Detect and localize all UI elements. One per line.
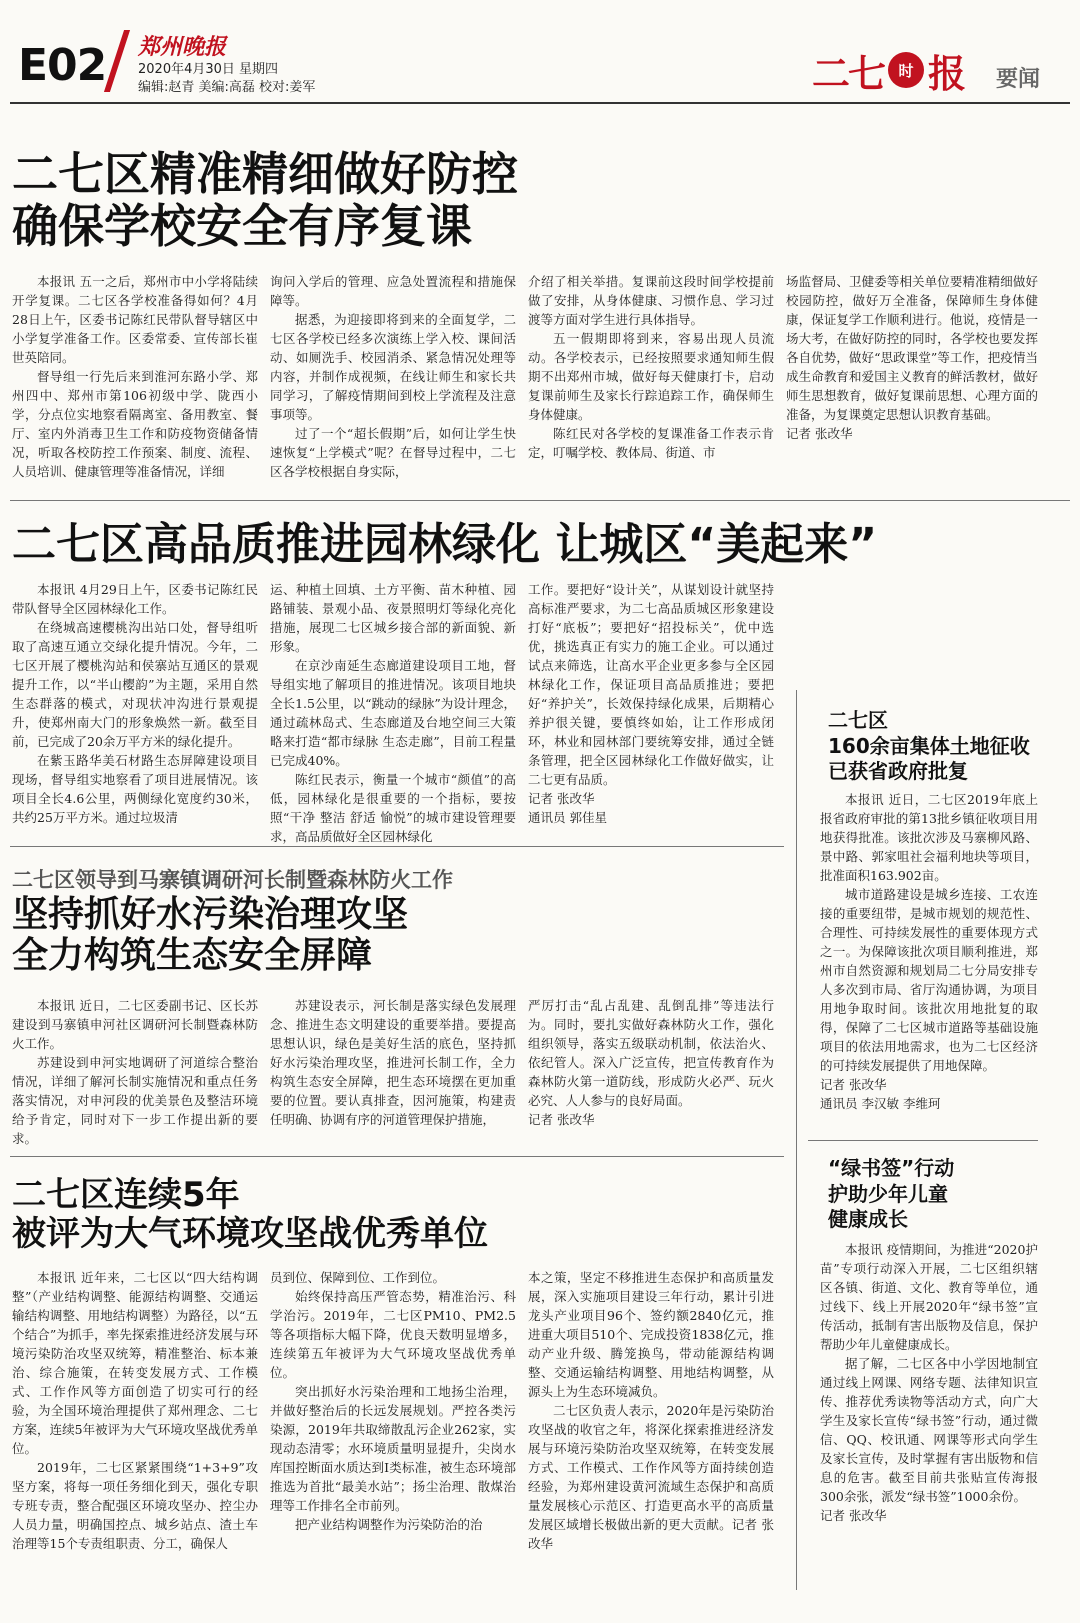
article1-headline bbox=[12, 148, 518, 253]
article3-paragraph: 苏建设表示，河长制是落实绿色发展理念、推进生态文明建设的重要举措。要提高思想认识，绿色是美好生活的底色，坚持抓好水污染治理攻坚，推进河长制工作，全力构筑生态安全屏障，把生态环境摆在更加重要的位置。要认真排查，因河施策，构建责任明确、协调有序的河道管理保护措施， bbox=[270, 998, 516, 1127]
article4-col3 bbox=[528, 1268, 774, 1610]
article4-paragraph: 二七区负责人表示，2020年是污染防治攻坚战的收官之年，将深化探索推进经济发展与环境污染防治攻坚双统筹，在转变发展方式、工作模式、工作作风等方面持续创造经验，为郑州建设黄河流域生态保护和高质量发展核心示范区、打造更高水平的高质量发展区域增长极做出新的更大贡献。记者 张改华 bbox=[528, 1403, 774, 1551]
sidebar-divider bbox=[796, 690, 797, 1590]
article4-paragraph: 把产业结构调整作为污染防治的治 bbox=[295, 1517, 483, 1532]
article3-headline-line1: 坚持抓好水污染治理攻坚 bbox=[12, 894, 409, 935]
article4-headline bbox=[12, 1176, 488, 1254]
article1-byline: 记者 张改华 bbox=[786, 426, 853, 441]
article1-paragraph: 本报讯 五一之后，郑州市中小学将陆续开学复课。二七区各学校准备得如何？4月28日上午，区委书记陈红民带队督导辖区中小学复学准备工作。区委常委、宣传部长崔世英陪同。 bbox=[12, 274, 258, 365]
article2-paragraph: 在京沙南延生态廊道建设项目工地，督导组实地了解项目的推进情况。该项目地块全长1.5公里，以“跳动的绿脉”为设计理念，通过疏林岛式、生态廊道及台地空间三大策略来打造“都市绿脉 生态走廊”，目前工程量已完成40%。 bbox=[270, 658, 516, 768]
sidebar1-title-line2: 160余亩集体土地征收 bbox=[828, 733, 1030, 758]
article4-paragraph: 本之策，坚定不移推进生态保护和高质量发展，深入实施项目建设三年行动，累计引进龙头产业项目96个、签约额2840亿元，推进重大项目510个、完成投资1838亿元，推动产业升级、腾笼换鸟，带动能源结构调整、交通运输结构调整、用地结构调整，从源头上为生态环境减负。 bbox=[528, 1270, 774, 1399]
section-tag: 要闻 bbox=[996, 67, 1041, 92]
sidebar1-byline-contributor: 通讯员 李汉敏 李维珂 bbox=[820, 1096, 941, 1111]
sidebar2-body bbox=[820, 1240, 1038, 1610]
article1-col4 bbox=[786, 272, 1038, 484]
article4-paragraph: 2019年，二七区紧紧围绕“1+3+9”攻坚方案，将每一项任务细化到天，强化专职专班专责，整合配强区环境攻坚办、控尘办人员力量，明确国控点、城乡站点、渣土车治理等15个专责组职责、分工，确保人 bbox=[12, 1460, 258, 1551]
section-brand bbox=[812, 44, 966, 96]
article3-headline-line2: 全力构筑生态安全屏障 bbox=[12, 935, 373, 977]
section-divider bbox=[10, 500, 1070, 501]
sidebar1-title-line3: 已获省政府批复 bbox=[828, 759, 968, 784]
sidebar1-body bbox=[820, 790, 1038, 1114]
sidebar1-paragraph: 城市道路建设是城乡连接、工农连接的重要纽带，是城市规划的规范性、合理性、可持续发展性的重要体现方式之一。为保障该批次项目顺利推进，郑州市自然资源和规划局二七分局安排专人多次到市局、省厅沟通协调，为项目用地争取时间。该批次用地批复的取得，保障了二七区城市道路等基础设施项目的依法用地需求，也为二七区经济的可持续发展提供了用地保障。 bbox=[820, 887, 1038, 1073]
article4-paragraph: 本报讯 近年来，二七区以“四大结构调整”（产业结构调整、能源结构调整、交通运输结构调整、用地结构调整）为路径，以“五个结合”为抓手，率先探索推进经济发展与环境污染防治攻坚双统筹，精准整治、标本兼治、综合施策，在转变发展方式、工作模式、工作作风等方面创造了切实可行的经验，为全国环境治理提供了郑州理念、二七方案，连续5年被评为大气环境攻坚战优秀单位。 bbox=[12, 1270, 258, 1456]
article4-paragraph: 员到位、保障到位、工作到位。 bbox=[270, 1270, 446, 1285]
article4-paragraph: 突出抓好水污染治理和工地扬尘治理，并做好整治后的长远发展规划。严控各类污染源，2019年共取缔散乱污企业262家，实现动态清零；水环境质量明显提升，尖岗水库国控断面水质达到Ⅰ类标准，被生态环境部推选为首批“最美水站”；扬尘治理、散煤治理等工作排名全市前列。 bbox=[270, 1384, 516, 1513]
article2-headline: 二七区高品质推进园林绿化 让城区“美起来” bbox=[12, 519, 878, 570]
article3-paragraph: 本报讯 近日，二七区委副书记、区长苏建设到马寨镇申河社区调研河长制暨森林防火工作。 bbox=[12, 998, 258, 1051]
sidebar2-title bbox=[828, 1156, 1068, 1233]
sidebar-divider bbox=[808, 1140, 1038, 1141]
sidebar1-paragraph: 本报讯 近日，二七区2019年底上报省政府审批的第13批乡镇征收项目用地获得批准。该批次涉及马寨柳风路、景中路、郭家咀社会福利地块等项目，批准面积163.902亩。 bbox=[820, 792, 1038, 883]
article3-col1 bbox=[12, 996, 258, 1146]
brand-circle: 时 bbox=[888, 52, 924, 88]
article3-col2 bbox=[270, 996, 516, 1142]
sidebar2-title-line3: 健康成长 bbox=[828, 1207, 908, 1232]
section-divider bbox=[10, 1156, 784, 1157]
newspaper-logo: 郑州晚报 bbox=[138, 34, 227, 60]
article4-col2 bbox=[270, 1268, 516, 1610]
sidebar1-title bbox=[828, 708, 1068, 785]
article3-paragraph: 苏建设到申河实地调研了河道综合整治情况，详细了解河长制实施情况和重点任务落实情况，对申河段的优美景色及整洁环境给予肯定，同时对下一步工作提出新的要求。 bbox=[12, 1055, 258, 1146]
article2-col2 bbox=[270, 580, 516, 844]
article1-paragraph: 介绍了相关举措。复课前这段时间学校提前做了安排，从身体健康、习惯作息、学习过渡等方面对学生进行具体指导。 bbox=[528, 274, 774, 327]
article2-paragraph: 在绕城高速樱桃沟出站口处，督导组听取了高速互通立交绿化提升情况。今年，二七区开展了樱桃沟站和侯寨站互通区的景观提升工作，以“半山樱韵”为主题，采用自然生态群落的模式，对现状冲沟进行景观提升，使郑州南大门的形象焕然一新。截至目前，已完成了20余万平方米的绿化提升。 bbox=[12, 620, 258, 749]
article3-byline: 记者 张改华 bbox=[528, 1112, 595, 1127]
sidebar1-title-line1: 二七区 bbox=[828, 708, 888, 732]
article1-paragraph: 据悉，为迎接即将到来的全面复学，二七区各学校已经多次演练上学入校、课间活动、如厕洗手、校园消杀、紧急情况处理等内容，并制作成视频，在线让师生和家长共同学习，了解疫情期间到校上学流程及注意事项等。 bbox=[270, 312, 516, 422]
sidebar2-title-line1: “绿书签”行动 bbox=[828, 1156, 955, 1180]
brand-right-text: 报 bbox=[928, 51, 967, 96]
page-number: E02 bbox=[18, 40, 107, 91]
article1-headline-line1: 二七区精准精细做好防控 bbox=[12, 147, 518, 201]
sidebar2-byline: 记者 张改华 bbox=[820, 1508, 887, 1523]
article2-byline: 记者 张改华 bbox=[528, 791, 595, 806]
article2-paragraph: 工作。要把好“设计关”，从谋划设计就坚持高标准严要求，为二七高品质城区形象建设打好“底板”；要把好“招投标关”，优中选优，挑选真正有实力的施工企业。可以通过试点来筛选，让高水平企业更多参与全区园林绿化工作，保证项目高品质推进；要把好“养护关”，长效保持绿化成果，后期精心养护很关键，要慎终如始，让工作形成闭环，林业和园林部门要统筹安排，通过全链条管理，把全区园林绿化工作做好做实，让二七更有品质。 bbox=[528, 582, 774, 787]
article2-paragraph: 本报讯 4月29日上午，区委书记陈红民带队督导全区园林绿化工作。 bbox=[12, 582, 258, 616]
sidebar2-paragraph: 据了解，二七区各中小学因地制宜通过线上网课、网络专题、法律知识宣传、推荐优秀读物等活动方式，向广大学生及家长宣传“绿书签”行动，通过微信、QQ、校讯通、网课等形式向学生及家长宣传，及时掌握有害出版物和信息的危害。截至目前共张贴宣传海报300余张，派发“绿书签”1000余份。 bbox=[820, 1356, 1038, 1504]
article1-paragraph: 询问入学后的管理、应急处置流程和措施保障等。 bbox=[270, 274, 516, 308]
article1-paragraph: 场监督局、卫健委等相关单位要精准精细做好校园防控，做好万全准备，保障师生身体健康，保证复学工作顺利进行。他说，疫情是一场大考，在做好防控的同时，各学校也要发挥各自优势，做好“思政课堂”等工作，把疫情当成生命教育和爱国主义教育的鲜活教材，做好师生思想教育，做好复课前思想、心理方面的准备，为复课奠定思想认识教育基础。 bbox=[786, 274, 1038, 422]
article2-col1 bbox=[12, 580, 258, 826]
section-divider bbox=[10, 846, 784, 847]
article4-col1 bbox=[12, 1268, 258, 1610]
article3-headline bbox=[12, 894, 408, 976]
sidebar1-byline: 记者 张改华 bbox=[820, 1077, 887, 1092]
masthead-rule bbox=[10, 102, 1070, 104]
article1-paragraph: 督导组一行先后来到淮河东路小学、郑州四中、郑州市第106初级中学、陇西小学，分点位实地察看隔离室、备用教室、餐厅、室内外消毒卫生工作和防疫物资储备情况，听取各校防控工作预案、制度、流程、人员培训、健康管理等准备情况，详细 bbox=[12, 369, 258, 479]
masthead-slash bbox=[104, 30, 130, 92]
article2-byline-contributor: 通讯员 郭佳星 bbox=[528, 810, 607, 825]
article2-col3 bbox=[528, 580, 774, 826]
article1-headline-line2: 确保学校安全有序复课 bbox=[12, 199, 472, 254]
article4-headline-line1: 二七区连续5年 bbox=[12, 1175, 240, 1215]
article2-paragraph: 陈红民表示，衡量一个城市“颜值”的高低，园林绿化是很重要的一个指标，要按照“干净 整洁 舒适 愉悦”的城市建设管理要求，高品质做好全区园林绿化 bbox=[270, 772, 516, 844]
masthead bbox=[0, 0, 1080, 118]
editor-credits: 编辑:赵青 美编:高磊 校对:姜军 bbox=[138, 80, 316, 95]
article3-kicker: 二七区领导到马寨镇调研河长制暨森林防火工作 bbox=[12, 868, 453, 892]
article3-col3 bbox=[528, 996, 774, 1142]
sidebar2-title-line2: 护助少年儿童 bbox=[828, 1181, 948, 1206]
article1-paragraph: 五一假期即将到来，容易出现人员流动。各学校表示，已经按照要求通知师生假期不出郑州市城，做好每天健康打卡，启动复课前师生及家长行踪追踪工作，确保师生身体健康。 bbox=[528, 331, 774, 422]
article1-col3 bbox=[528, 272, 774, 484]
article3-paragraph: 严厉打击“乱占乱建、乱倒乱排”等违法行为。同时，要扎实做好森林防火工作，强化组织领导，落实五级联动机制，依法治火、依纪管人。深入广泛宣传，把宣传教育作为森林防火第一道防线，形成防火必严、玩火必究、人人参与的良好局面。 bbox=[528, 998, 774, 1108]
article2-paragraph: 在紫玉路华美石材路生态屏障建设项目现场，督导组实地察看了项目进展情况。该项目全长4.6公里，两侧绿化宽度约30米，共约25万平方米。通过垃圾清 bbox=[12, 753, 258, 825]
article4-paragraph: 始终保持高压严管态势，精准治污、科学治污。2019年，二七区PM10、PM2.5等各项指标大幅下降，优良天数明显增多，连续第五年被评为大气环境攻坚战优秀单位。 bbox=[270, 1289, 516, 1380]
brand-left-text: 二七 bbox=[812, 51, 885, 96]
issue-date: 2020年4月30日 星期四 bbox=[138, 62, 279, 77]
article1-col2 bbox=[270, 272, 516, 484]
article1-paragraph: 陈红民对各学校的复课准备工作表示肯定，叮嘱学校、教体局、街道、市 bbox=[528, 426, 774, 460]
article1-paragraph: 过了一个“超长假期”后，如何让学生快速恢复“上学模式”呢？在督导过程中，二七区各学校根据自身实际， bbox=[270, 426, 516, 479]
article4-headline-line2: 被评为大气环境攻坚战优秀单位 bbox=[12, 1213, 488, 1254]
sidebar2-paragraph: 本报讯 疫情期间，为推进“2020护苗”专项行动深入开展，二七区组织辖区各镇、街道、文化、教育等单位，通过线下、线上开展2020年“绿书签”宣传活动，抵制有害出版物及信息，保护帮助少年儿童健康成长。 bbox=[820, 1242, 1038, 1352]
article2-paragraph: 运、种植土回填、土方平衡、苗木种植、园路铺装、景观小品、夜景照明灯等绿化亮化措施，展现二七区城乡接合部的新面貌、新形象。 bbox=[270, 582, 516, 654]
article1-col1 bbox=[12, 272, 258, 484]
